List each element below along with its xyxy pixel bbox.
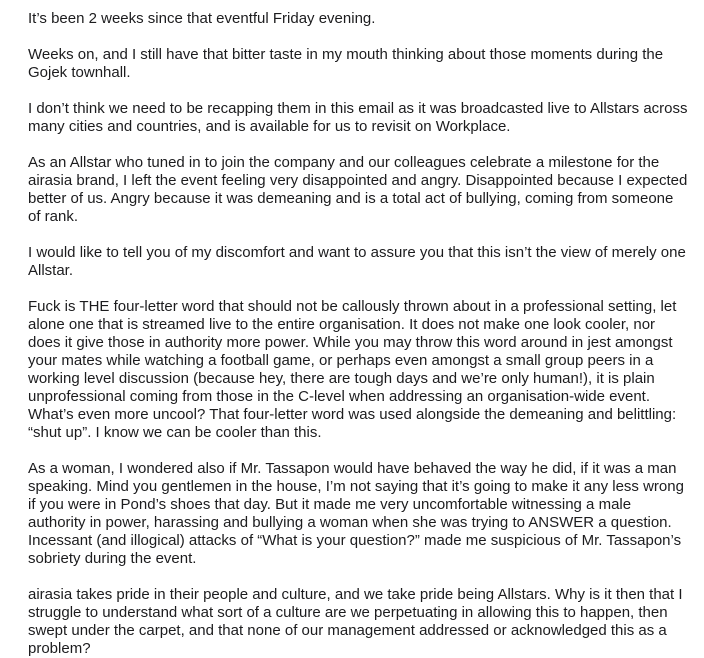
- paragraph-bitter-taste: Weeks on, and I still have that bitter taste in my mouth thinking about those moments during the Gojek townhall.: [28, 46, 664, 81]
- paragraph-as-a-woman: As a woman, I wondered also if Mr. Tassapon would have behaved the way he did, if it was a man speaking. Mind you gentlemen in the house, I’m not saying that it’s going to make it any less wrong if you were in Pond’s shoes that day. But it made me very uncomfortable witnessing a male authority in power, harassing and bullying a woman when she was trying to ANSWER a question. Incessant (and illogical) attacks of “What is your question?” made me suspicious of Mr. Tassapon’s sobriety during the event.: [28, 460, 684, 567]
- paragraph-intro: It’s been 2 weeks since that eventful Friday evening.: [28, 10, 376, 27]
- paragraph-discomfort: I would like to tell you of my discomfort and want to assure you that this isn’t the view of merely one Allstar.: [28, 244, 686, 279]
- paragraph-culture: airasia takes pride in their people and culture, and we take pride being Allstars. Why is it then that I struggle to understand what sort of a culture are we perpetuating in allowing this to happen, then swept under the carpet, and that none of our management addressed or acknowledged this as a problem?: [28, 586, 683, 657]
- paragraph-four-letter-word: Fuck is THE four-letter word that should not be callously thrown about in a professional setting, let alone one that is streamed live to the entire organisation. It does not make one look cooler, nor does it give those in authority more power. While you may throw this word around in jest amongst your mates while watching a football game, or perhaps even amongst a small group peers in a working level discussion (because hey, there are tough days and we’re only human!), it is plain unprofessional coming from those in the C-level when addressing an organisation-wide event. What’s even more uncool? That four-letter word was used alongside the demeaning and belittling: “shut up”. I know we can be cooler than this.: [28, 298, 677, 441]
- paragraph-recap: I don’t think we need to be recapping them in this email as it was broadcasted live to Allstars across many cities and countries, and is available for us to revisit on Workplace.: [28, 100, 688, 135]
- paragraph-disappointed: As an Allstar who tuned in to join the company and our colleagues celebrate a milestone for the airasia brand, I left the event feeling very disappointed and angry. Disappointed because I expected better of us. Angry because it was demeaning and is a total act of bullying, coming from someone of rank.: [28, 154, 688, 225]
